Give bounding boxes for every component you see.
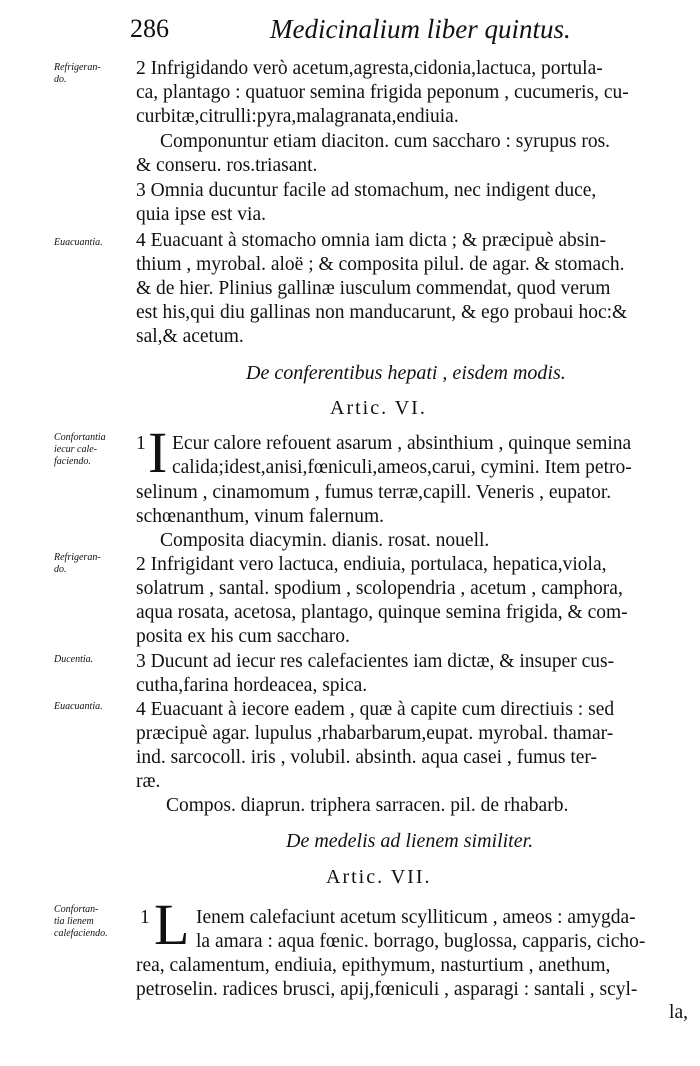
- text-line: 4 Euacuant à iecore eadem , quæ à capite cum directiuis : sed: [136, 699, 615, 720]
- text-line: aqua rosata, acetosa, plantago, quinque semina frigida, & com-: [136, 602, 628, 623]
- margin-note-line: tia lienem: [54, 916, 94, 927]
- text-line: ræ.: [136, 771, 161, 792]
- text-line: 4 Euacuant à stomacho omnia iam dicta ; & præcipuè absin-: [136, 230, 607, 251]
- margin-note-confortantia-lienem: [54, 904, 134, 940]
- text-line: Compos. diaprun. triphera sarracen. pil. de rhabarb.: [166, 795, 569, 816]
- margin-note-ducentia: [54, 654, 134, 666]
- text-line: la amara : aqua fœnic. borrago, buglossa, capparis, cicho-: [196, 931, 646, 952]
- article-heading: Artic. VI.: [330, 397, 427, 419]
- text-line: rea, calamentum, endiuia, epithymum, nasturtium , anethum,: [136, 955, 611, 976]
- text-line: est his,qui diu gallinas non manducarunt, & ego probaui hoc:&: [136, 302, 628, 323]
- running-title: Medicinalium liber quintus.: [270, 14, 571, 44]
- text-line: thium , myrobal. aloë ; & composita pilul. de agar. & stomach.: [136, 254, 625, 275]
- text-line: 3 Ducunt ad iecur res calefacientes iam dictæ, & insuper cus-: [136, 651, 615, 672]
- margin-note-line: Confortan-: [54, 904, 99, 915]
- margin-note-line: do.: [54, 564, 67, 575]
- text-line: 2 Infrigidant vero lactuca, endiuia, portulaca, hepatica,viola,: [136, 554, 607, 575]
- text-line: 2 Infrigidando verò acetum,agresta,cidonia,lactuca, portula-: [136, 58, 603, 79]
- text-line: calida;idest,anisi,fœniculi,ameos,carui, cymini. Item petro-: [172, 457, 632, 478]
- margin-note-line: Confortantia: [54, 432, 106, 443]
- article-heading: Artic. VII.: [326, 866, 432, 888]
- margin-note-euacuantia-2: [54, 701, 134, 713]
- text-line: & de hier. Plinius gallinæ iusculum commendat, quod verum: [136, 278, 611, 299]
- margin-note-refrigerando: [54, 62, 134, 86]
- text-line: schœnanthum, vinum falernum.: [136, 506, 385, 527]
- text-line: Ienem calefaciunt acetum scylliticum , ameos : amygda-: [196, 907, 636, 928]
- text-line: la,: [669, 1002, 688, 1023]
- margin-note-line: iecur cale-: [54, 444, 98, 455]
- text-line: 3 Omnia ducuntur facile ad stomachum, nec indigent duce,: [136, 180, 597, 201]
- drop-cap: L: [154, 892, 190, 957]
- margin-note-line: Euacuantia.: [54, 237, 103, 248]
- text-line: ca, plantago : quatuor semina frigida peponum , cucumeris, cu-: [136, 82, 629, 103]
- item-number: 1: [136, 433, 146, 454]
- page-header: [130, 14, 690, 46]
- item-number: 1: [140, 907, 150, 928]
- text-line: sal,& acetum.: [136, 326, 244, 347]
- text-line: præcipuè agar. lupulus ,rhabarbarum,eupat. myrobal. thamar-: [136, 723, 614, 744]
- text-line: posita ex his cum saccharo.: [136, 626, 350, 647]
- text-line: quia ipse est via.: [136, 204, 266, 225]
- margin-note-line: Refrigeran-: [54, 62, 101, 73]
- margin-note-confortantia-iecur: [54, 432, 134, 468]
- page-number: 286: [130, 14, 169, 43]
- text-line: Ecur calore refouent asarum , absinthium , quinque semina: [172, 433, 632, 454]
- section-heading: De conferentibus hepati , eisdem modis.: [246, 362, 566, 384]
- margin-note-line: calefaciendo.: [54, 928, 108, 939]
- text-line: Componuntur etiam diaciton. cum saccharo : syrupus ros.: [160, 131, 611, 152]
- text-line: petroselin. radices brusci, apij,fœniculi , asparagi : santali , scyl-: [136, 979, 638, 1000]
- text-line: cutha,farina hordeacea, spica.: [136, 675, 368, 696]
- text-line: solatrum , santal. spodium , scolopendria , acetum , camphora,: [136, 578, 623, 599]
- margin-note-line: do.: [54, 74, 67, 85]
- margin-note-euacuantia: [54, 237, 134, 249]
- text-line: selinum , cinamomum , fumus terræ,capill. Veneris , eupator.: [136, 482, 612, 503]
- margin-note-line: Ducentia.: [54, 654, 94, 665]
- margin-note-line: Euacuantia.: [54, 701, 103, 712]
- text-line: Composita diacymin. dianis. rosat. nouell.: [160, 530, 490, 551]
- margin-note-refrigerando-2: [54, 552, 134, 576]
- text-line: ind. sarcocoll. iris , volubil. absinth. aqua casei , fumus ter-: [136, 747, 598, 768]
- text-line: & conseru. ros.triasant.: [136, 155, 318, 176]
- margin-note-line: faciendo.: [54, 456, 91, 467]
- text-line: curbitæ,citrulli:pyra,malagranata,endiuia.: [136, 106, 459, 127]
- margin-note-line: Refrigeran-: [54, 552, 101, 563]
- drop-cap: I: [148, 420, 168, 485]
- section-heading: De medelis ad lienem similiter.: [286, 830, 534, 852]
